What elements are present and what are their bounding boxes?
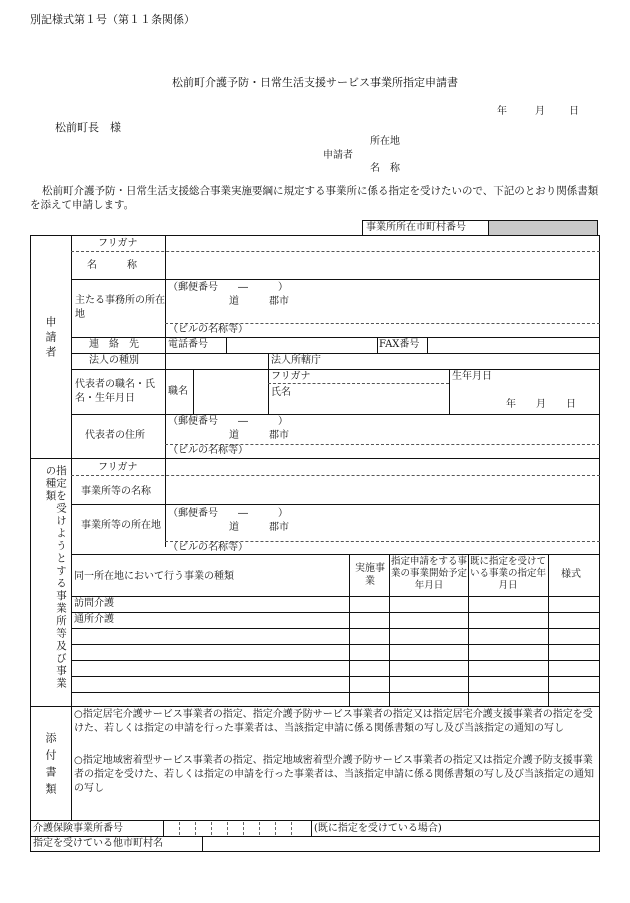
contact-label: 連 絡 先 [89,339,139,350]
office-section-label: 指定を受けようとする事業所等及び事業の種類 [44,465,67,690]
addressee: 松前町長 様 [55,121,121,134]
form-id: 別記様式第１号（第１１条関係） [30,13,195,26]
city-code-box [362,220,598,236]
format-header: 様式 [561,569,581,580]
rep-postal-label: （郵便番号 ― ） [168,416,288,427]
prefecture-label: 道 郡市 [229,296,289,307]
applicant-name-label: 名 称 [87,260,137,271]
intro-text: 松前町介護予防・日常生活支援総合事業実施要綱に規定する事業所に係る指定を受けたいので、下記のとおり関係書類を添えて申請します。 [30,185,599,211]
attachment-text-1: ○指定居宅介護サービス事業者の指定、指定介護予防サービス事業者の指定又は指定居宅介護支援事業者の指定を受けた、若しくは指定の申請を行った事業者は、当該指定申請に係る関係書類の写し及び当該指定の通知の写し [74,709,593,734]
applicant-section-label: 申請者 [44,316,57,361]
office-name-label: 事業所等の名称 [81,486,151,497]
representative-label: 代表者の職名・氏名・生年月日 [75,379,155,404]
insurance-note: (既に指定を受けている場合) [314,823,442,834]
office-postal-label: （郵便番号 ― ） [168,508,288,519]
existing-date-header: 既に指定を受けている事業の指定年月日 [470,556,547,591]
corp-agency-label: 法人所轄庁 [271,355,321,366]
applicant-furigana-label: フリガナ [98,238,138,249]
rep-name-label: 氏名 [271,387,291,398]
other-city-label: 指定を受けている他市町村名 [33,838,163,849]
office-address-label: 事業所等の所在地 [81,520,161,531]
insurance-number-label: 介護保険事業所番号 [33,823,123,834]
office-building-label: （ビルの名称等） [168,542,248,553]
rep-address-label: 代表者の住所 [85,430,145,441]
birth-label: 生年月日 [452,371,492,382]
month-label: 月 [535,106,545,117]
year-label: 年 [497,106,507,117]
rep-furigana-label: フリガナ [271,371,311,382]
fax-label: FAX番号 [379,339,420,350]
attachments-label: 添付書類 [44,732,57,800]
implemented-header: 実施事業 [355,563,385,587]
postal-code-label: （郵便番号 ― ） [168,282,288,293]
birth-date-label: 年 月 日 [506,399,576,410]
application-form-table [30,235,600,852]
phone-label: 電話番号 [168,339,208,350]
service-type-header: 同一所在地において行う事業の種類 [74,571,234,582]
office-furigana-label: フリガナ [98,462,138,473]
service-row-2: 通所介護 [74,614,114,625]
building-label: （ビルの名称等） [168,324,248,335]
office-address-label: 主たる事務所の所在地 [75,295,165,320]
day-label: 日 [569,106,579,117]
corp-type-label: 法人の種別 [89,355,139,366]
start-date-header: 指定申請をする事業の事業開始予定年月日 [391,556,468,591]
city-code-input[interactable] [489,221,597,235]
office-prefecture-label: 道 郡市 [229,522,289,533]
applicant-label: 申請者 [323,150,353,161]
city-code-label: 事業所所在市町村番号 [363,221,489,235]
attachment-text-2: ○指定地域密着型サービス事業者の指定、指定地域密着型介護予防サービス事業者の指定又は指定介護予防支援事業者の指定を受けた、若しくは指定の申請を行った事業者は、当該指定申請に係る関係書類の写し及び当該指定の通知の写し [74,755,594,794]
page-title: 松前町介護予防・日常生活支援サービス事業所指定申請書 [172,76,458,89]
rep-building-label: （ビルの名称等） [168,445,248,456]
location-label: 所在地 [370,136,400,147]
name-label: 名 称 [370,163,400,174]
service-row-1: 訪問介護 [74,598,114,609]
date-line [497,106,579,117]
rep-prefecture-label: 道 郡市 [229,430,289,441]
title-label: 職名 [168,386,188,397]
